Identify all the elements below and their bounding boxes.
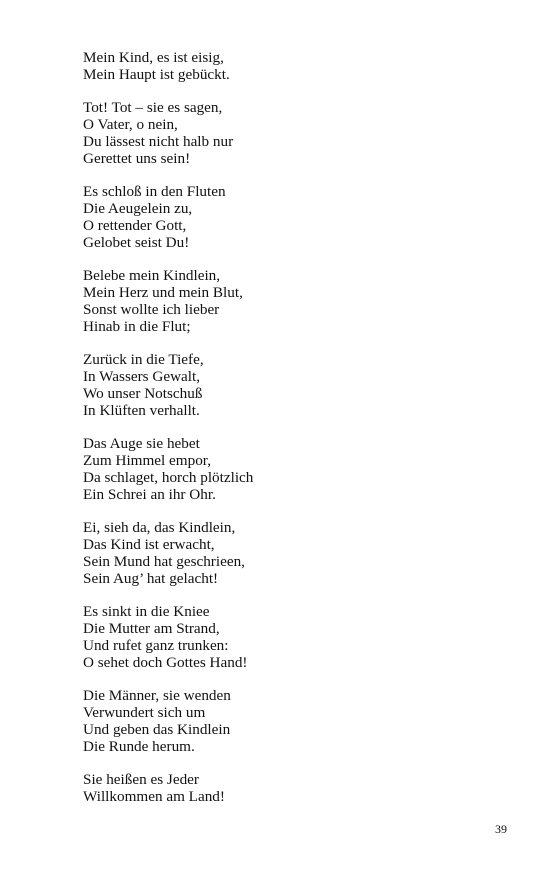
- poem-line: Wo unser Notschuß: [83, 384, 203, 402]
- poem-line: Sie heißen es Jeder: [83, 771, 199, 789]
- stanza-10: [83, 772, 503, 806]
- stanza-1: [83, 50, 503, 84]
- poem-line: Es sinkt in die Kniee: [83, 603, 210, 621]
- poem-line: Sonst wollte ich lieber: [83, 300, 220, 318]
- poem-line: Mein Kind, es ist eisig,: [83, 49, 224, 66]
- poem-line: Gelobet seist Du!: [83, 233, 190, 251]
- poem-line: Und geben das Kindlein: [83, 720, 231, 738]
- poem-line: Gerettet uns sein!: [83, 149, 191, 167]
- poem-line: Mein Herz und mein Blut,: [83, 284, 243, 302]
- poem-line: Sein Mund hat geschrieen,: [83, 552, 245, 570]
- poem-line: O sehet doch Gottes Hand!: [83, 653, 248, 671]
- poem-line: Die Runde herum.: [83, 737, 195, 755]
- poem-body: [83, 50, 503, 823]
- poem-line: Und rufet ganz trunken:: [83, 636, 229, 654]
- poem-line: In Wassers Gewalt,: [83, 368, 201, 386]
- poem-line: Sein Aug’ hat gelacht!: [83, 569, 219, 587]
- poem-line: Hinab in die Flut;: [83, 317, 191, 335]
- poem-line: O Vater, o nein,: [83, 116, 178, 134]
- poem-line: Da schlaget, horch plötzlich: [83, 468, 254, 486]
- poem-line: Zum Himmel empor,: [83, 452, 212, 470]
- poem-line: Verwundert sich um: [83, 704, 206, 722]
- poem-line: Willkommen am Land!: [83, 788, 225, 806]
- poem-line: In Klüften verhallt.: [83, 401, 200, 419]
- poem-line: Belebe mein Kindlein,: [83, 267, 221, 285]
- poem-line: Du lässest nicht halb nur: [83, 132, 234, 150]
- poem-line: Es schloß in den Fluten: [83, 183, 226, 201]
- poem-line: Die Männer, sie wenden: [83, 687, 231, 705]
- poem-line: O rettender Gott,: [83, 216, 187, 234]
- poem-line: Zurück in die Tiefe,: [83, 351, 204, 369]
- stanza-8: [83, 604, 503, 671]
- poem-line: Die Mutter am Strand,: [83, 620, 220, 638]
- poem-line: Ei, sieh da, das Kindlein,: [83, 519, 236, 537]
- stanza-5: [83, 352, 503, 419]
- poem-line: Die Aeugelein zu,: [83, 200, 193, 218]
- poem-line: Das Kind ist erwacht,: [83, 536, 215, 554]
- poem-line: Mein Haupt ist gebückt.: [83, 65, 230, 83]
- poem-line: Das Auge sie hebet: [83, 435, 200, 453]
- stanza-6: [83, 436, 503, 503]
- poem-line: Ein Schrei an ihr Ohr.: [83, 485, 216, 503]
- poem-line: Tot! Tot – sie es sagen,: [83, 99, 223, 117]
- stanza-7: [83, 520, 503, 587]
- stanza-9: [83, 688, 503, 755]
- stanza-2: [83, 100, 503, 167]
- stanza-4: [83, 268, 503, 335]
- stanza-3: [83, 184, 503, 251]
- page-number: 39: [495, 822, 507, 836]
